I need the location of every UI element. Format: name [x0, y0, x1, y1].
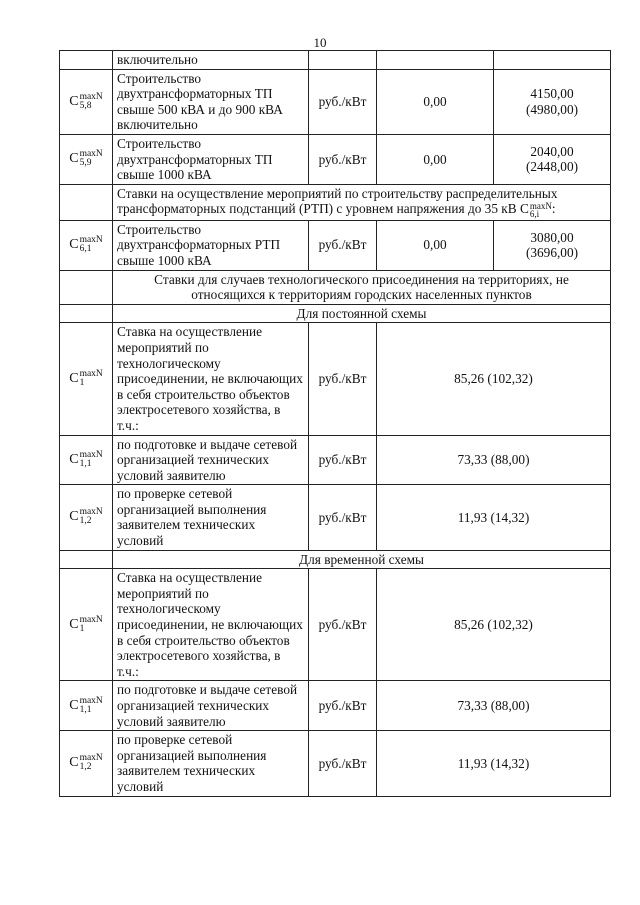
table-row: [60, 51, 611, 70]
description-cell: по проверке сетевой организацией выполнения заявителем технических условий: [113, 485, 309, 550]
description-cell: Строительство двухтрансформаторных ТП свыше 1000 кВА: [113, 134, 309, 184]
value-cell: 11,93 (14,32): [377, 731, 611, 796]
value-cell: 0,00: [377, 220, 494, 270]
table-row: [60, 731, 611, 796]
table-row: [60, 550, 611, 569]
value-cell: 85,26 (102,32): [377, 569, 611, 681]
rate-symbol: C maxN 6,i: [519, 200, 552, 220]
table-row: [60, 569, 611, 681]
table-row: [60, 184, 611, 220]
description-cell: включительно: [113, 51, 309, 70]
rate-symbol: C maxN 1,2: [60, 485, 113, 550]
value-cell: 73,33 (88,00): [377, 681, 611, 731]
rate-symbol: C maxN 1,1: [60, 435, 113, 485]
unit-cell: руб./кВт: [309, 134, 377, 184]
unit-cell: руб./кВт: [309, 323, 377, 435]
value-cell: 73,33 (88,00): [377, 435, 611, 485]
table-row: [60, 435, 611, 485]
section-heading: Ставки для случаев технологического присоединения на территориях, не относящихся к территориям городских населенных пунктов: [113, 270, 611, 304]
table-row: [60, 220, 611, 270]
value-cell: 3080,00 (3696,00): [494, 220, 611, 270]
value-cell: 4150,00 (4980,00): [494, 69, 611, 134]
table-row: [60, 304, 611, 323]
unit-cell: руб./кВт: [309, 731, 377, 796]
description-cell: по подготовке и выдаче сетевой организацией технических условий заявителю: [113, 435, 309, 485]
unit-cell: руб./кВт: [309, 69, 377, 134]
subsection-heading: Для временной схемы: [113, 550, 611, 569]
description-cell: Строительство двухтрансформаторных РТП свыше 1000 кВА: [113, 220, 309, 270]
table-row: [60, 323, 611, 435]
unit-cell: руб./кВт: [309, 485, 377, 550]
rate-symbol: C maxN 1,1: [60, 681, 113, 731]
rate-symbol: C maxN 1,2: [60, 731, 113, 796]
description-cell: Строительство двухтрансформаторных ТП свыше 500 кВА и до 900 кВА включительно: [113, 69, 309, 134]
symbol-cell: [60, 51, 113, 70]
value-cell: 85,26 (102,32): [377, 323, 611, 435]
value-cell: 2040,00 (2448,00): [494, 134, 611, 184]
value-cell: 0,00: [377, 134, 494, 184]
table-row: [60, 485, 611, 550]
value-cell: 11,93 (14,32): [377, 485, 611, 550]
table-row: [60, 134, 611, 184]
unit-cell: руб./кВт: [309, 569, 377, 681]
rate-symbol: C maxN 6,1: [60, 220, 113, 270]
table-row: [60, 270, 611, 304]
subsection-heading: Для постоянной схемы: [113, 304, 611, 323]
rate-symbol: C maxN 5,8: [60, 69, 113, 134]
table-row: [60, 681, 611, 731]
unit-cell: руб./кВт: [309, 435, 377, 485]
section-heading: Ставки на осуществление мероприятий по строительству распределительных трансформаторных подстанций (РТП) с уровнем напряжения до 35 кВ C maxN 6,i :: [113, 184, 611, 220]
page-number: 10: [313, 35, 327, 50]
tariff-rates-table: [59, 50, 611, 797]
description-cell: Ставка на осуществление мероприятий по технологическому присоединении, не включающих в себя строительство объектов электросетевого хозяйства, в т.ч.:: [113, 569, 309, 681]
value-cell: 0,00: [377, 69, 494, 134]
description-cell: по подготовке и выдаче сетевой организацией технических условий заявителю: [113, 681, 309, 731]
unit-cell: руб./кВт: [309, 220, 377, 270]
table-row: [60, 69, 611, 134]
rate-symbol: C maxN 1: [60, 569, 113, 681]
rate-symbol: C maxN 1: [60, 323, 113, 435]
description-cell: Ставка на осуществление мероприятий по технологическому присоединении, не включающих в себя строительство объектов электросетевого хозяйства, в т.ч.:: [113, 323, 309, 435]
description-cell: по проверке сетевой организацией выполнения заявителем технических условий: [113, 731, 309, 796]
rate-symbol: C maxN 5,9: [60, 134, 113, 184]
unit-cell: руб./кВт: [309, 681, 377, 731]
